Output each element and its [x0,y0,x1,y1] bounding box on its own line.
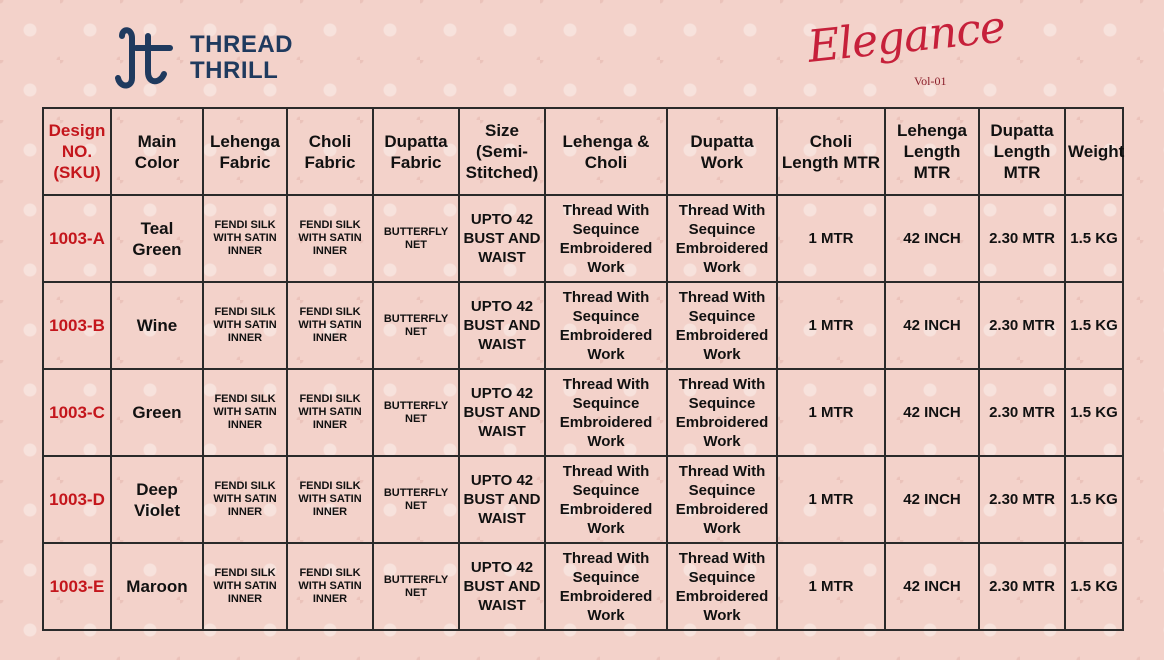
cell-choli-length: 1 MTR [777,456,885,543]
header-lehenga-fabric: Lehenga Fabric [203,108,287,195]
header-lehenga-length: Lehenga Length MTR [885,108,979,195]
cell-dupatta-length: 2.30 MTR [979,369,1065,456]
cell-main-color: Wine [111,282,203,369]
cell-lehenga-choli-work: Thread With Sequince Embroidered Work [545,195,667,282]
cell-lehenga-choli-work: Thread With Sequince Embroidered Work [545,456,667,543]
cell-lehenga-length: 42 INCH [885,369,979,456]
header-design-no: Design NO. (SKU) [43,108,111,195]
cell-lehenga-fabric: FENDI SILK WITH SATIN INNER [203,543,287,630]
header-dupatta-length: Dupatta Length MTR [979,108,1065,195]
cell-design-no: 1003-D [43,456,111,543]
cell-dupatta-length: 2.30 MTR [979,456,1065,543]
cell-dupatta-work: Thread With Sequince Embroidered Work [667,369,777,456]
cell-size: UPTO 42 BUST AND WAIST [459,369,545,456]
cell-dupatta-length: 2.30 MTR [979,195,1065,282]
cell-lehenga-fabric: FENDI SILK WITH SATIN INNER [203,282,287,369]
cell-lehenga-fabric: FENDI SILK WITH SATIN INNER [203,456,287,543]
header-lehenga-choli-work: Lehenga & Choli [545,108,667,195]
collection-title: Elegance [805,1,1008,73]
cell-lehenga-choli-work: Thread With Sequince Embroidered Work [545,543,667,630]
header-main-color: Main Color [111,108,203,195]
table-header-row [43,108,1123,195]
table-row [43,456,1123,543]
cell-main-color: Deep Violet [111,456,203,543]
cell-dupatta-fabric: BUTTERFLY NET [373,195,459,282]
cell-choli-length: 1 MTR [777,543,885,630]
cell-size: UPTO 42 BUST AND WAIST [459,456,545,543]
cell-main-color: Green [111,369,203,456]
cell-design-no: 1003-A [43,195,111,282]
header-choli-length: Choli Length MTR [777,108,885,195]
cell-weight: 1.5 KG [1065,195,1123,282]
cell-choli-fabric: FENDI SILK WITH SATIN INNER [287,543,373,630]
table-row [43,195,1123,282]
cell-lehenga-choli-work: Thread With Sequince Embroidered Work [545,369,667,456]
table-row [43,282,1123,369]
collection-volume: Vol-01 [914,74,947,88]
cell-lehenga-length: 42 INCH [885,456,979,543]
brand-name [190,32,293,84]
cell-main-color: Teal Green [111,195,203,282]
cell-dupatta-length: 2.30 MTR [979,543,1065,630]
product-spec-table [42,107,1124,631]
cell-size: UPTO 42 BUST AND WAIST [459,195,545,282]
cell-choli-length: 1 MTR [777,282,885,369]
cell-dupatta-work: Thread With Sequince Embroidered Work [667,282,777,369]
tt-monogram-icon [108,22,180,94]
cell-dupatta-length: 2.30 MTR [979,282,1065,369]
cell-dupatta-fabric: BUTTERFLY NET [373,456,459,543]
cell-dupatta-work: Thread With Sequince Embroidered Work [667,543,777,630]
cell-weight: 1.5 KG [1065,369,1123,456]
cell-lehenga-length: 42 INCH [885,543,979,630]
cell-weight: 1.5 KG [1065,282,1123,369]
cell-choli-length: 1 MTR [777,195,885,282]
cell-dupatta-work: Thread With Sequince Embroidered Work [667,195,777,282]
brand-name-line2: THRILL [190,57,279,84]
cell-main-color: Maroon [111,543,203,630]
cell-size: UPTO 42 BUST AND WAIST [459,282,545,369]
cell-lehenga-length: 42 INCH [885,282,979,369]
cell-choli-length: 1 MTR [777,369,885,456]
cell-lehenga-fabric: FENDI SILK WITH SATIN INNER [203,369,287,456]
brand-name-line1: THREAD [190,31,293,58]
table-row [43,369,1123,456]
cell-design-no: 1003-C [43,369,111,456]
header-choli-fabric: Choli Fabric [287,108,373,195]
cell-lehenga-length: 42 INCH [885,195,979,282]
cell-dupatta-fabric: BUTTERFLY NET [373,369,459,456]
header-dupatta-work: Dupatta Work [667,108,777,195]
cell-design-no: 1003-E [43,543,111,630]
header-weight: Weight [1065,108,1123,195]
brand-logo [108,22,293,94]
table-row [43,543,1123,630]
collection-title-block [805,1,1008,106]
cell-size: UPTO 42 BUST AND WAIST [459,543,545,630]
header-size: Size (Semi-Stitched) [459,108,545,195]
cell-dupatta-work: Thread With Sequince Embroidered Work [667,456,777,543]
cell-lehenga-fabric: FENDI SILK WITH SATIN INNER [203,195,287,282]
cell-dupatta-fabric: BUTTERFLY NET [373,282,459,369]
cell-design-no: 1003-B [43,282,111,369]
cell-lehenga-choli-work: Thread With Sequince Embroidered Work [545,282,667,369]
header-dupatta-fabric: Dupatta Fabric [373,108,459,195]
cell-weight: 1.5 KG [1065,543,1123,630]
cell-weight: 1.5 KG [1065,456,1123,543]
cell-choli-fabric: FENDI SILK WITH SATIN INNER [287,195,373,282]
cell-dupatta-fabric: BUTTERFLY NET [373,543,459,630]
cell-choli-fabric: FENDI SILK WITH SATIN INNER [287,456,373,543]
cell-choli-fabric: FENDI SILK WITH SATIN INNER [287,282,373,369]
cell-choli-fabric: FENDI SILK WITH SATIN INNER [287,369,373,456]
